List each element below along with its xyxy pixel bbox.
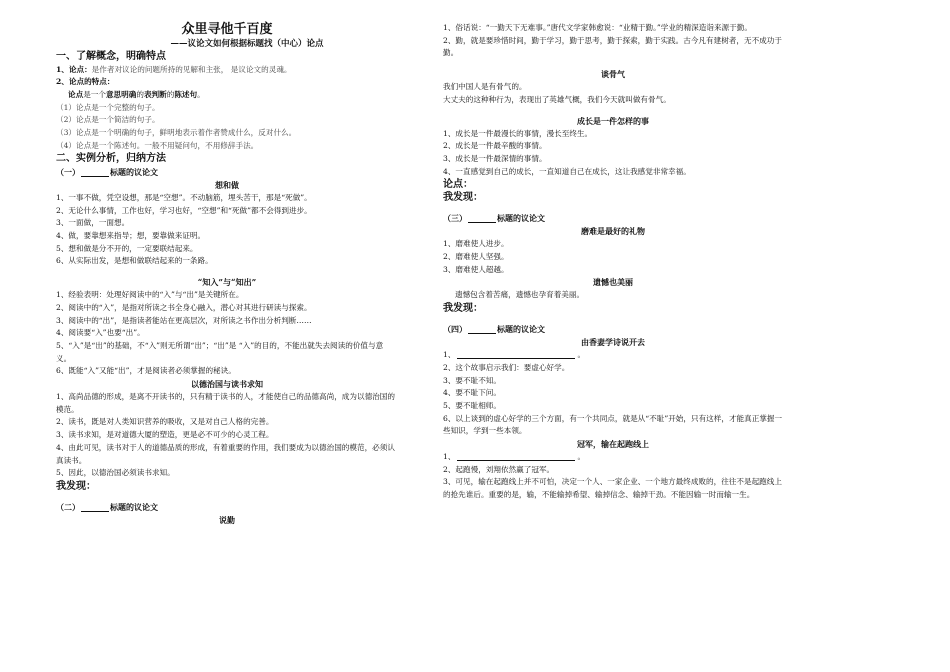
discover-label: 我发现：: [443, 192, 483, 204]
discover-label: 我发现：: [56, 480, 96, 492]
essay-line: 3、成长是一件最深情的事情。: [443, 153, 547, 163]
fill-in-blank[interactable]: [468, 213, 496, 223]
essay-title: 由香妻学诗说开去: [581, 337, 645, 348]
essay-title: 以德治国与读书求知: [191, 379, 263, 390]
essay-line: 我们中国人是有骨气的。: [443, 82, 527, 92]
essay-line: 遗憾包含着苦痛，遗憾也孕育着美丽。: [455, 290, 585, 300]
type-3-heading: （三） 标题的议论文: [443, 213, 545, 224]
essay-line: 4、要不耻下问。: [443, 388, 501, 398]
essay-line: 2、无论什么事情，工作也好，学习也好，“空想”和“死做”都不会得到进步。: [56, 205, 312, 215]
essay-title: 说勤: [219, 514, 235, 525]
feature-item: （2）论点是一个简洁的句子。: [56, 115, 160, 125]
type-2-heading: （二） 标题的议论文: [56, 501, 158, 512]
fill-in-blank[interactable]: [468, 324, 496, 334]
essay-line: 2、读书，既是对人类知识营养的吸收，又是对自己人格的完善。: [56, 417, 274, 427]
essay-line: 1、成长是一件最漫长的事情，漫长至终生。: [443, 128, 593, 138]
essay-line: 3、磨难使人超越。: [443, 264, 509, 274]
essay-line: 3、读书求知，是对道德大厦的塑造，更是必不可少的心灵工程。: [56, 430, 274, 440]
essay-line: 6、既能“入”又能“出”，才是阅读者必须掌握的秘诀。: [56, 366, 236, 376]
essay-line: 1、磨难使人进步。: [443, 239, 509, 249]
features-label-line: [56, 76, 398, 89]
essay-line: 1、俗话说：“一勤天下无难事。”唐代文学家韩愈说：“业精于勤。”学业的精深造诣来源于勤。: [443, 23, 752, 32]
features-summary: 论点是一个意思明确的表判断的陈述句。: [68, 89, 205, 99]
feature-item: （3）论点是一个明确的句子，鲜明地表示着作者赞成什么，反对什么。: [56, 128, 297, 138]
essay-line: 1、一事不做，凭空设想，那是“空想”。不动脑筋，埋头苦干，那是“死做”。: [56, 192, 312, 202]
essay-line: 1、高尚品德的形成，是离不开读书的，只有精于读书的人，才能使自己的品德高尚，成为以德治国的模范。: [56, 392, 395, 414]
fill-in-blank[interactable]: [81, 167, 109, 177]
feature-item: （4）论点是一个陈述句。一般不用疑问句，不用修辞手法。: [56, 140, 259, 150]
type-1-heading: （一） 标题的议论文: [56, 166, 158, 177]
essay-line: 4、做，要靠想来指导；想，要靠做来证明。: [56, 231, 206, 241]
type-4-heading: （四） 标题的议论文: [443, 324, 545, 335]
essay-title: 成长是一件怎样的事: [577, 115, 649, 126]
essay-line: 4、一直感觉到自己的成长，一直知道自己在成长，这让我感觉非常幸福。: [443, 166, 691, 176]
feature-item: （1）论点是一个完整的句子。: [56, 102, 160, 112]
essay-title: “知入”与“知出”: [197, 277, 257, 288]
discover-label: 我发现：: [443, 303, 483, 315]
fill-in-blank[interactable]: [81, 502, 109, 512]
fill-in-blank[interactable]: [457, 349, 575, 359]
essay-line: 6、以上谈到的虚心好学的三个方面，有一个共同点，就是从“不耻”开始，只有这样，才能真正掌握一些知识，学到一些本领。: [443, 413, 783, 436]
essay-line: 1、 。: [443, 350, 586, 360]
point-label: 论点：: [443, 179, 473, 191]
essay-title: 磨难是最好的礼物: [581, 226, 645, 237]
essay-line: 2、磨难使人坚强。: [443, 252, 509, 262]
page-title: 众里寻他千百度: [181, 22, 273, 37]
essay-line: 大丈夫的这种种行为，表现出了英雄气概，我们今天就叫做有骨气。: [443, 94, 671, 104]
essay-line: 2、这个故事启示我们：要虚心好学。: [443, 362, 570, 372]
left-column: [56, 22, 398, 527]
section-heading-2: 二、实例分析，归纳方法: [56, 153, 166, 165]
fill-in-blank[interactable]: [457, 451, 575, 461]
essay-line: 2、勤，就是要珍惜时间，勤于学习，勤于思考，勤于探索，勤于实践。古今凡有建树者，无不成功于勤。: [443, 35, 782, 58]
page-subtitle: ——议论文如何根据标题找（中心）论点: [170, 39, 324, 49]
right-column: [443, 22, 783, 502]
essay-title: 谈骨气: [601, 69, 625, 80]
features-label: 2、论点的特点：: [56, 77, 115, 87]
essay-line: 3、可见，输在起跑线上并不可怕，决定一个人、一家企业、一个地方最终成败的，往往不是起跑线上的抢先谁后。重要的是，输，不能输掉希望、输掉信念、输掉干劲。不能因输一时而输一生。: [443, 477, 782, 500]
essay-line: 1、经验表明：处理好阅读中的“入”与“出”是关键所在。: [56, 290, 244, 300]
essay-line: 5、因此，以德治国必须读书求知。: [56, 468, 175, 478]
essay-title: 冠军，输在起跑线上: [577, 439, 649, 450]
essay-line: 3、一面做，一面想。: [56, 218, 130, 228]
essay-line: 5、要不耻相师。: [443, 400, 501, 410]
essay-line: 6、从实际出发，是想和做联结起来的一条路。: [56, 256, 213, 266]
definition-line: [56, 64, 398, 77]
essay-line: 3、阅读中的“出”，是指读者能站在更高层次，对所读之书作出分析判断……: [56, 315, 312, 325]
essay-line: 5、“入”是“出”的基础，不“入”则无所谓“出”；“出”是 “入”的目的，不能出就失去阅读的价值与意义。: [56, 340, 384, 363]
definition-text: 是作者对议论的问题所持的见解和主张， 是议论文的灵魂。: [91, 64, 292, 74]
essay-line: 4、阅读要“入”也要“出”。: [56, 328, 145, 338]
essay-line: 5、想和做是分不开的，一定要联结起来。: [56, 243, 198, 253]
essay-line: 2、成长是一件最辛酸的事情。: [443, 141, 547, 151]
section-heading-1: 一、了解概念，明确特点: [56, 51, 166, 62]
essay-line: 3、要不耻不知。: [443, 375, 501, 385]
essay-line: 1、 。: [443, 452, 586, 462]
essay-line: 2、起跑慢，刘翔依然赢了冠军。: [443, 464, 555, 474]
essay-title: 遗憾也美丽: [593, 277, 633, 288]
essay-line: 2、阅读中的“入”，是指对所读之书全身心融入，潜心对其进行研读与探索。: [56, 302, 312, 312]
essay-line: 4、由此可见，读书对于人的道德品质的形成，有着重要的作用，我们要成为以德治国的模范，必须认真读书。: [56, 442, 395, 465]
essay-title: 想和做: [215, 179, 239, 190]
definition-label: 1、论点：: [56, 64, 92, 74]
